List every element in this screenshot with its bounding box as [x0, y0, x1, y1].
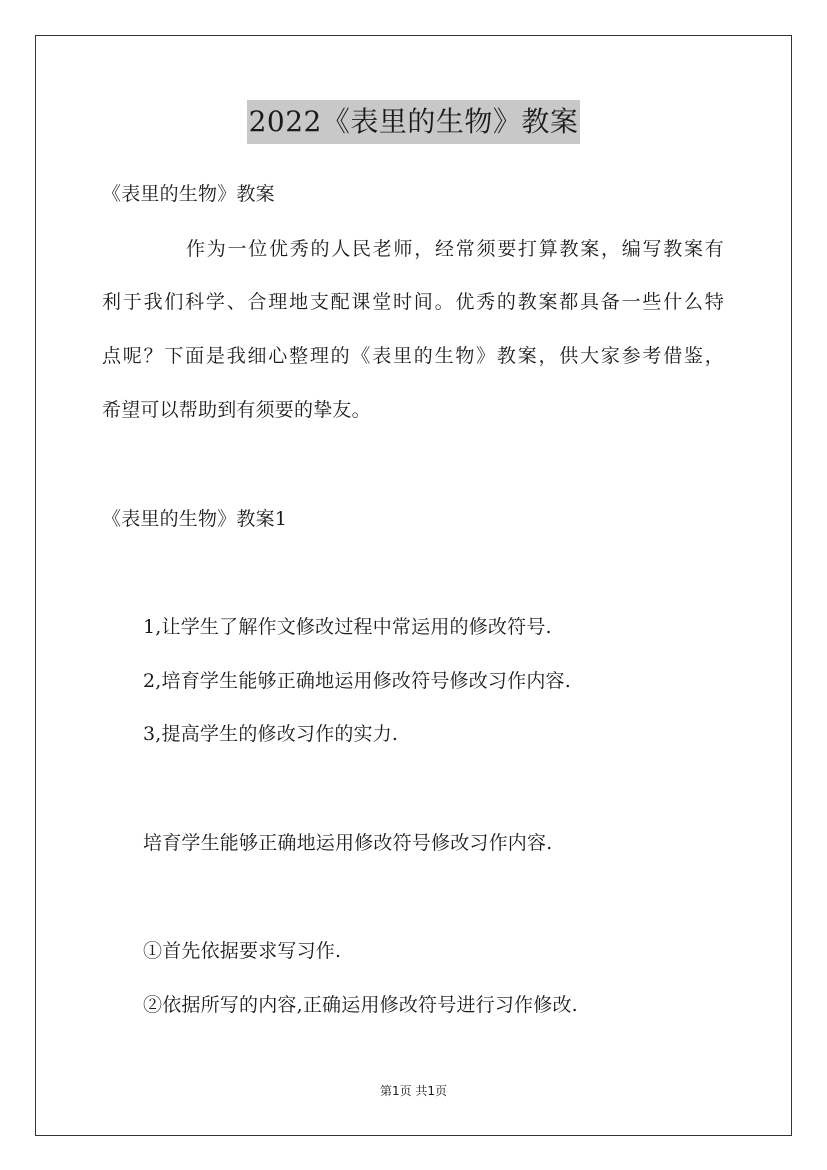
intro-line-3: 点呢？下面是我细心整理的《表里的生物》教案，供大家参考借鉴，	[102, 345, 724, 367]
intro-line-4: 希望可以帮助到有须要的挚友。	[102, 399, 371, 421]
key-point: 培育学生能够正确地运用修改符号修改习作内容.	[143, 832, 553, 854]
intro-line-2: 利于我们科学、合理地支配课堂时间。优秀的教案都具备一些什么特	[102, 291, 724, 313]
title-container	[0, 100, 827, 144]
document-title: 2022《表里的生物》教案	[247, 100, 581, 144]
intro-line-1: 作为一位优秀的人民老师，经常须要打算教案，编写教案有	[186, 238, 724, 260]
objective-item-3: 3,提高学生的修改习作的实力.	[143, 723, 399, 745]
objective-item-1: 1,让学生了解作文修改过程中常运用的修改符号.	[143, 616, 552, 638]
document-subtitle: 《表里的生物》教案	[102, 183, 275, 205]
step-item-2: ②依据所写的内容,正确运用修改符号进行习作修改.	[143, 994, 578, 1016]
step-item-1: ①首先依据要求写习作.	[143, 940, 342, 962]
section-heading: 《表里的生物》教案1	[102, 508, 288, 530]
objective-item-2: 2,培育学生能够正确地运用修改符号修改习作内容.	[143, 670, 571, 692]
page-footer: 第1页 共1页	[379, 1084, 448, 1098]
